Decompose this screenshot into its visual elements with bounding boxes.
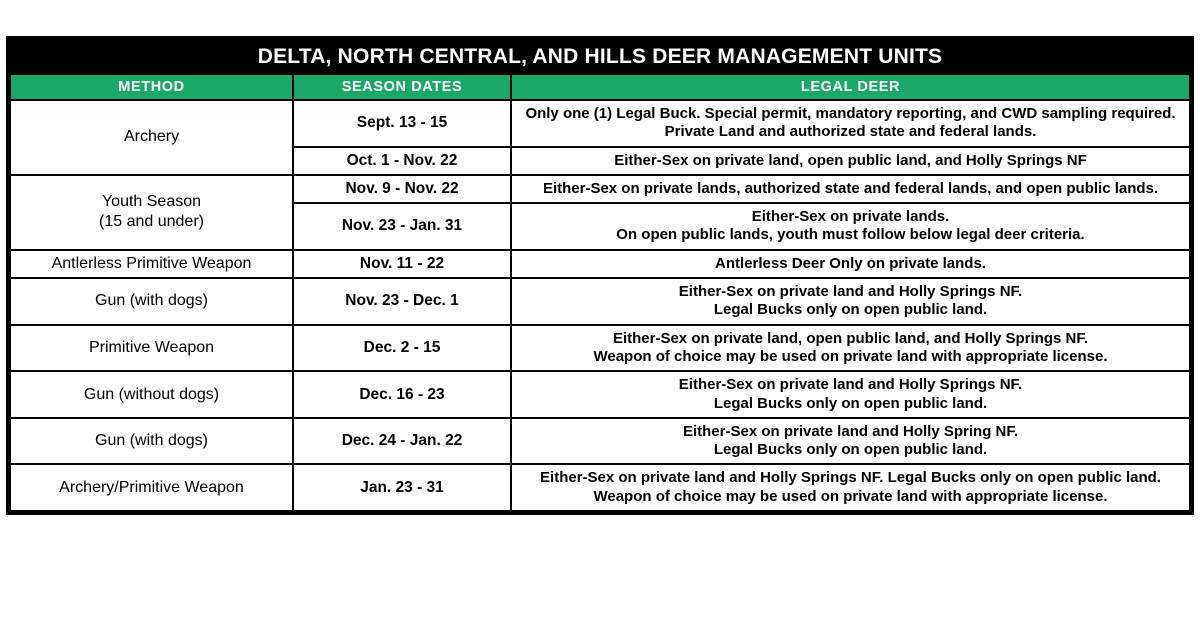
table-row	[10, 250, 1190, 278]
table-row	[10, 464, 1190, 511]
cell-legal-line1: Either-Sex on private land and Holly Spring NF.	[682, 422, 1019, 440]
column-header-method: METHOD	[10, 74, 293, 100]
cell-legal-deer	[511, 278, 1190, 325]
table-row	[10, 325, 1190, 372]
cell-method: Archery/Primitive Weapon	[10, 464, 293, 511]
cell-method	[10, 175, 293, 250]
cell-method-line1: Youth Season	[101, 193, 202, 211]
cell-legal-deer: Either-Sex on private lands, authorized state and federal lands, and open public lands.	[511, 175, 1190, 203]
cell-season-dates: Nov. 11 - 22	[293, 250, 511, 278]
cell-season-dates: Nov. 23 - Dec. 1	[293, 278, 511, 325]
cell-legal-deer: Only one (1) Legal Buck. Special permit, mandatory reporting, and CWD sampling required. Private Land and authorized state and federal lands.	[511, 100, 1190, 147]
cell-legal-line1: Either-Sex on private lands.	[751, 208, 950, 226]
cell-legal-deer: Either-Sex on private land and Holly Springs NF. Legal Bucks only on open public land. Weapon of choice may be used on private land with appropriate license.	[511, 464, 1190, 511]
table-header-row	[10, 74, 1190, 100]
cell-legal-line1: Either-Sex on private land and Holly Springs NF.	[678, 376, 1023, 394]
cell-season-dates: Jan. 23 - 31	[293, 464, 511, 511]
cell-season-dates: Dec. 16 - 23	[293, 371, 511, 418]
deer-season-table	[9, 39, 1191, 512]
cell-legal-line2: Weapon of choice may be used on private land with appropriate license.	[593, 347, 1108, 365]
table-row	[10, 175, 1190, 203]
cell-method: Gun (without dogs)	[10, 371, 293, 418]
cell-legal-deer: Either-Sex on private land, open public land, and Holly Springs NF	[511, 147, 1190, 175]
cell-method-line2: (15 and under)	[99, 213, 204, 231]
cell-legal-line2: Legal Bucks only on open public land.	[713, 301, 988, 319]
table-row	[10, 100, 1190, 147]
table-row	[10, 371, 1190, 418]
cell-method: Gun (with dogs)	[10, 278, 293, 325]
cell-legal-deer	[511, 325, 1190, 372]
deer-season-table-container	[6, 36, 1194, 515]
table-title-row	[10, 40, 1190, 74]
table-row	[10, 418, 1190, 465]
cell-season-dates: Nov. 9 - Nov. 22	[293, 175, 511, 203]
cell-legal-line1: Either-Sex on private land, open public land, and Holly Springs NF.	[612, 329, 1089, 347]
cell-legal-deer: Antlerless Deer Only on private lands.	[511, 250, 1190, 278]
page-title: DELTA, NORTH CENTRAL, AND HILLS DEER MANAGEMENT UNITS	[10, 40, 1190, 74]
cell-season-dates: Sept. 13 - 15	[293, 100, 511, 147]
cell-legal-line1: Either-Sex on private land and Holly Springs NF.	[678, 283, 1023, 301]
column-header-legal-deer: LEGAL DEER	[511, 74, 1190, 100]
cell-method: Archery	[10, 100, 293, 175]
cell-legal-deer	[511, 418, 1190, 465]
cell-method: Primitive Weapon	[10, 325, 293, 372]
cell-method: Gun (with dogs)	[10, 418, 293, 465]
cell-legal-line2: Legal Bucks only on open public land.	[713, 394, 988, 412]
cell-legal-line2: On open public lands, youth must follow below legal deer criteria.	[616, 226, 1085, 244]
cell-legal-line2: Legal Bucks only on open public land.	[713, 441, 988, 459]
column-header-season-dates: SEASON DATES	[293, 74, 511, 100]
cell-season-dates: Oct. 1 - Nov. 22	[293, 147, 511, 175]
cell-method: Antlerless Primitive Weapon	[10, 250, 293, 278]
cell-season-dates: Dec. 24 - Jan. 22	[293, 418, 511, 465]
table-row	[10, 278, 1190, 325]
cell-legal-deer	[511, 203, 1190, 250]
cell-legal-deer	[511, 371, 1190, 418]
cell-season-dates: Nov. 23 - Jan. 31	[293, 203, 511, 250]
cell-season-dates: Dec. 2 - 15	[293, 325, 511, 372]
